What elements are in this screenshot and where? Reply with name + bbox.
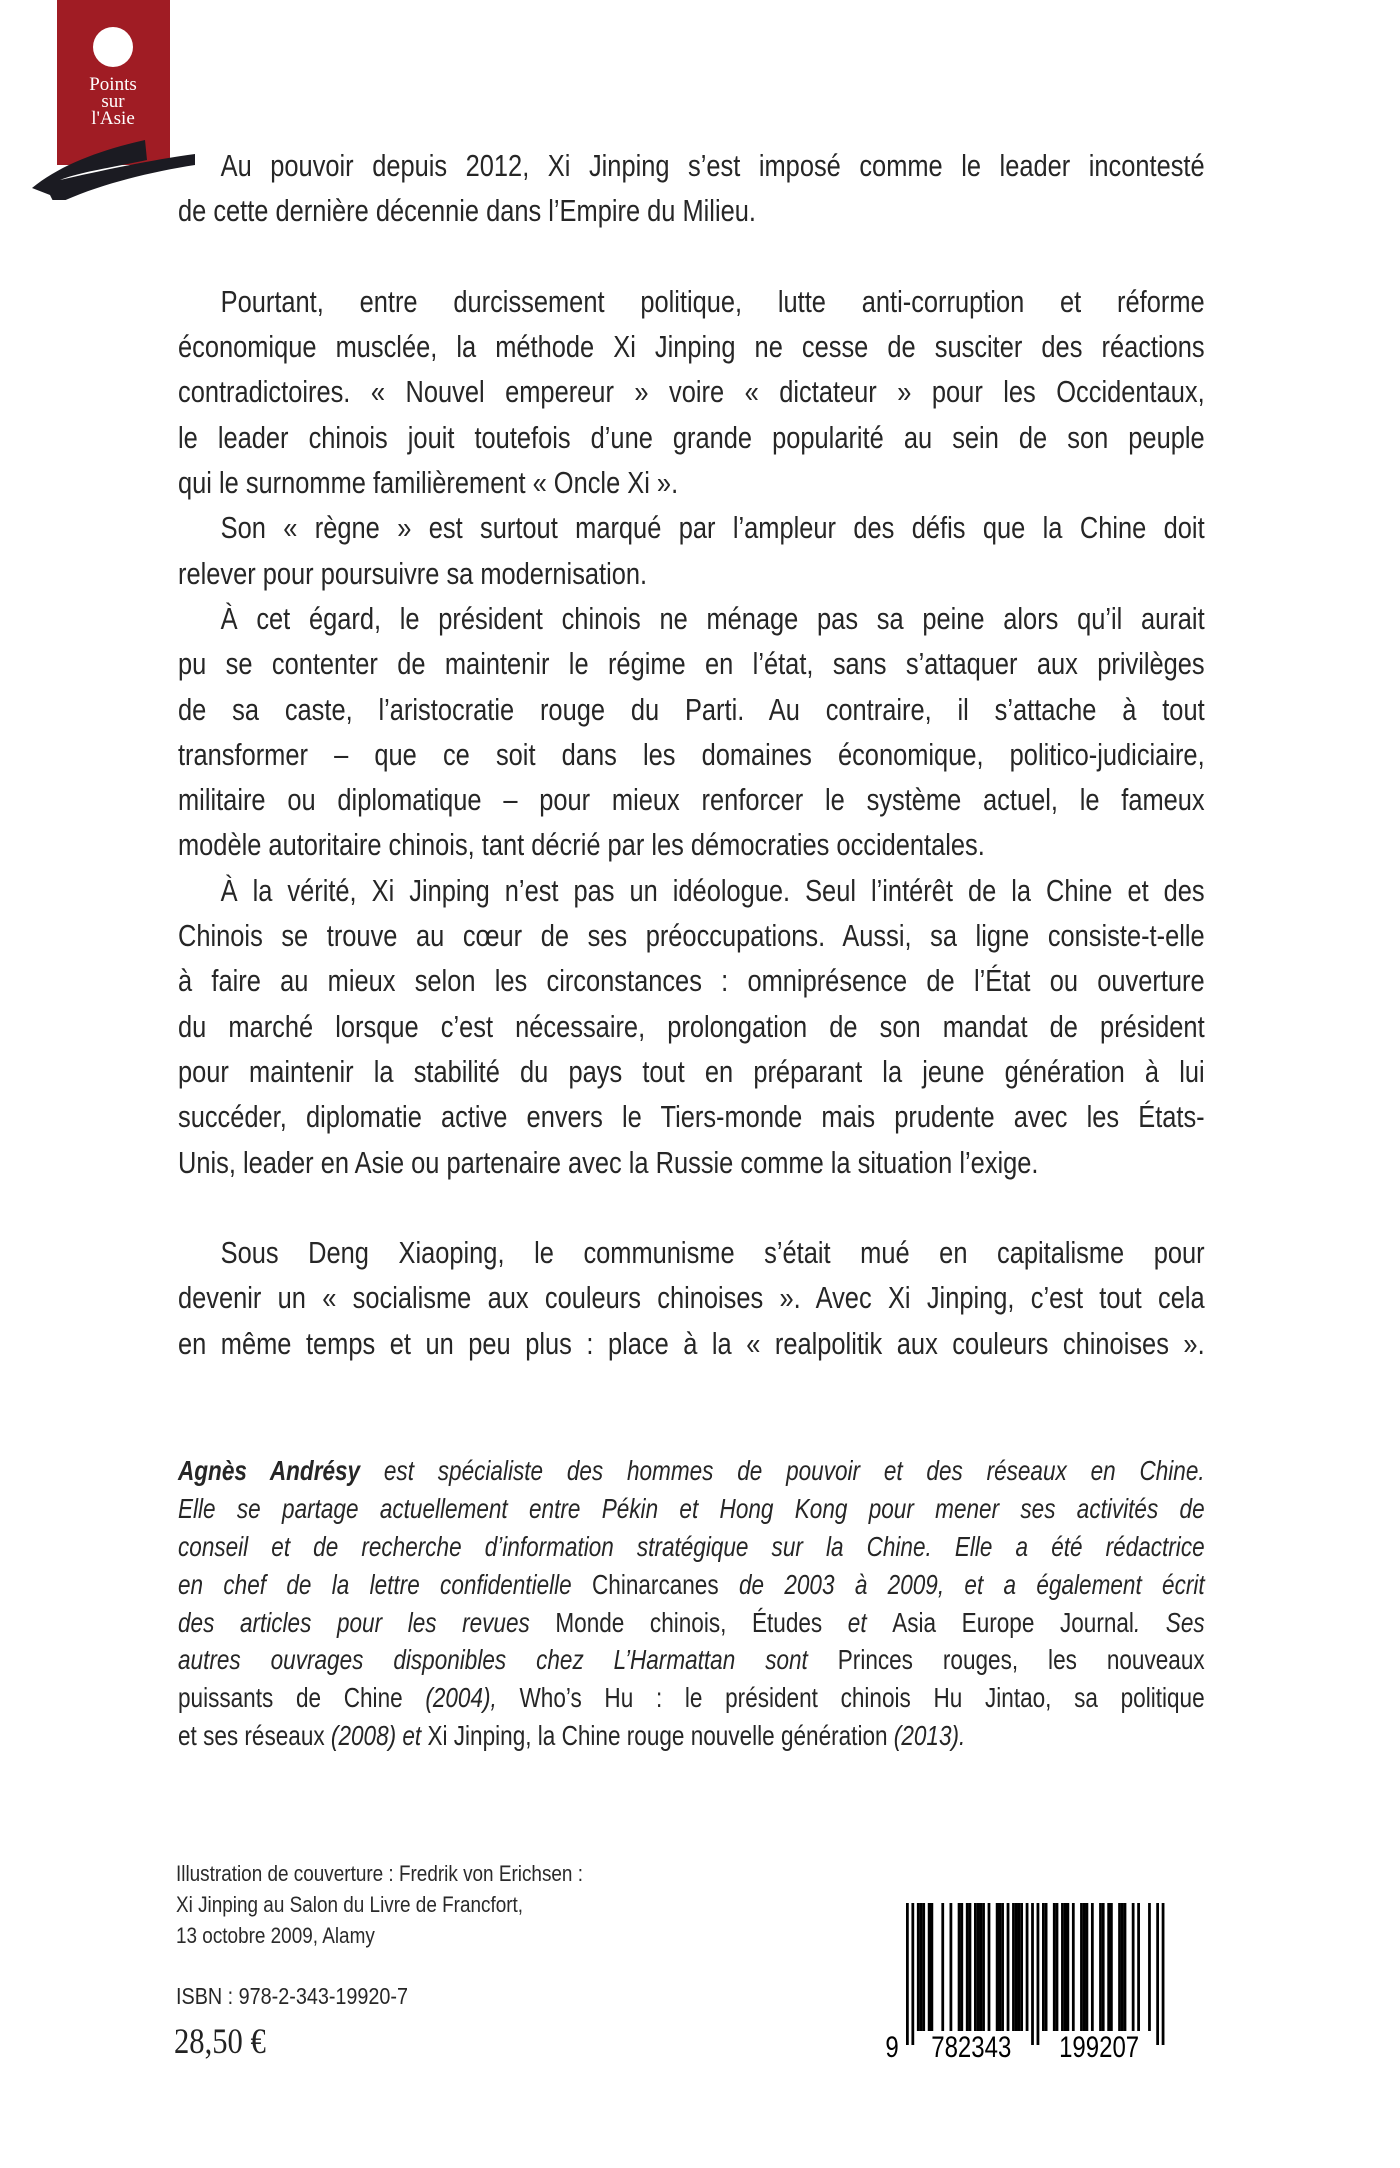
text-line: transformer – que ce soit dans les domaines économique, politico-judiciaire, [178, 736, 1205, 772]
barcode-bar [950, 1903, 953, 2031]
bio-text: de 2003 à 2009, et a également écrit [718, 1568, 1205, 1600]
barcode-bar [1056, 1903, 1059, 2031]
barcode-bar [958, 1903, 961, 2031]
bio-text: (2004), [402, 1682, 520, 1714]
barcode-digits: 782343 [931, 2029, 1012, 2064]
blurb-text [178, 143, 1205, 1366]
text-line: pu se contenter de maintenir le régime en l’état, sans s’attaquer aux privilèges [178, 646, 1205, 682]
text-line: modèle autoritaire chinois, tant décrié par les démocraties occidentales. [178, 827, 985, 863]
credit-line: Illustration de couverture : Fredrik von Erichsen : [176, 1861, 583, 1886]
barcode-bar [977, 1903, 980, 2031]
logo-text-2: sur [101, 91, 125, 112]
cover-credits [176, 1858, 583, 1951]
logo-text-1: Points [89, 74, 137, 95]
text-line: du marché lorsque c’est nécessaire, prolongation de son mandat de président [178, 1008, 1205, 1044]
text-line: contradictoires. « Nouvel empereur » voire « dictateur » pour les Occidentaux, [178, 374, 1205, 410]
title-text: Asia Europe Journal [892, 1606, 1134, 1638]
barcode-bar [1132, 1903, 1135, 2031]
barcode-bar [1012, 1903, 1015, 2031]
barcode-digits: 9 [885, 2029, 899, 2064]
barcode-bar [1064, 1903, 1067, 2031]
barcode-bar [1080, 1903, 1083, 2031]
text-line: qui le surnomme familièrement « Oncle Xi ». [178, 465, 679, 501]
barcode-bar [1072, 1903, 1075, 2031]
bio-text: des articles pour les revues [178, 1606, 556, 1638]
barcode-bar [906, 1903, 909, 2045]
credit-line: Xi Jinping au Salon du Livre de Francfort, [176, 1892, 524, 1917]
bio-text: conseil et de recherche d’information stratégique sur la Chine. Elle a été rédactrice [178, 1530, 1205, 1562]
bio-line [178, 1604, 1205, 1642]
barcode-bar [1007, 1903, 1010, 2031]
barcode-bar [941, 1903, 944, 2031]
barcode-bar [1099, 1903, 1102, 2031]
text-line: À la vérité, Xi Jinping n’est pas un idéologue. Seul l’intérêt de la Chine et des [220, 872, 1205, 908]
barcode-bar [920, 1903, 923, 2031]
text-line: de cette dernière décennie dans l’Empire du Milieu. [178, 193, 756, 229]
barcode-bar [988, 1903, 991, 2031]
bio-line [178, 1641, 1205, 1679]
paragraph-gap [178, 1185, 1205, 1230]
text-line: en même temps et un peu plus : place à la « realpolitik aux couleurs chinoises ». [178, 1325, 1205, 1361]
bio-text: Elle se partage actuellement entre Pékin et Hong Kong pour mener ses activités de [178, 1492, 1205, 1524]
isbn: ISBN : 978-2-343-19920-7 [176, 1983, 409, 2009]
text-line: À cet égard, le président chinois ne ménage pas sa peine alors qu’il aurait [220, 600, 1205, 636]
bio-text: est spécialiste des hommes de pouvoir et des réseaux en Chine. [360, 1455, 1205, 1486]
barcode-bar [966, 1903, 969, 2031]
barcode-bar [911, 1903, 914, 2045]
barcode-bar [1061, 1903, 1064, 2031]
barcode-bar [1102, 1903, 1105, 2031]
logo-sun-icon [93, 27, 133, 67]
bio-text: en chef de la lettre confidentielle [178, 1568, 593, 1600]
barcode-bar [1110, 1903, 1113, 2031]
title-text: Princes rouges, les nouveaux [837, 1644, 1205, 1676]
bio-line [178, 1452, 1205, 1490]
title-text: Chinarcanes [592, 1568, 719, 1600]
barcode-bar [1001, 1903, 1004, 2031]
title-text: puissants de Chine [178, 1682, 403, 1714]
barcode-bar [960, 1903, 963, 2031]
text-line: militaire ou diplomatique – pour mieux renforcer le système actuel, le fameux [178, 782, 1205, 818]
barcode-bar [1121, 1903, 1124, 2031]
text-line: relever pour poursuivre sa modernisation. [178, 555, 648, 591]
barcode-bar [1124, 1903, 1127, 2031]
title-text: Monde chinois, [555, 1606, 727, 1638]
barcode-bar [974, 1903, 977, 2031]
barcode-bar [1066, 1903, 1069, 2031]
barcode-bar [1118, 1903, 1121, 2031]
price: 28,50 € [174, 2021, 266, 2061]
bio-text: . Ses [1133, 1606, 1205, 1638]
barcode-bar [917, 1903, 920, 2031]
barcode-bar [1037, 1903, 1040, 2045]
barcode [880, 1900, 1180, 2065]
bio-line [178, 1528, 1205, 1566]
author-name: Agnès Andrésy [178, 1455, 361, 1486]
title-text: Who’s Hu : le président chinois Hu Jintao, sa politique [519, 1682, 1205, 1714]
barcode-bar [979, 1903, 982, 2031]
text-line: Son « règne » est surtout marqué par l’ampleur des défis que la Chine doit [220, 510, 1205, 546]
barcode-bar [1091, 1903, 1094, 2031]
title-text: et ses réseaux [178, 1720, 325, 1752]
barcode-bar [1045, 1903, 1048, 2031]
text-line: de sa caste, l’aristocratie rouge du Parti. Au contraire, il s’attache à tout [178, 691, 1205, 727]
bio-line [178, 1679, 1205, 1717]
credit-line: 13 octobre 2009, Alamy [176, 1923, 375, 1948]
barcode-bar [1031, 1903, 1034, 2045]
barcode-bar [1026, 1903, 1029, 2031]
bio-line [178, 1717, 1205, 1755]
barcode-bar [1107, 1903, 1110, 2031]
barcode-bar [1042, 1903, 1045, 2031]
bio-line [178, 1566, 1205, 1604]
title-text: Xi Jinping, la Chine rouge nouvelle génération [427, 1720, 888, 1752]
barcode-bar [969, 1903, 972, 2031]
text-line: Au pouvoir depuis 2012, Xi Jinping s’est imposé comme le leader incontesté [220, 148, 1205, 183]
barcode-bar [928, 1903, 931, 2031]
author-bio [178, 1452, 1205, 1755]
text-line: le leader chinois jouit toutefois d’une grande popularité au sein de son peuple [178, 419, 1205, 455]
barcode-bar [998, 1903, 1001, 2031]
bio-text [726, 1607, 752, 1638]
barcode-bar [1018, 1903, 1021, 2031]
barcode-bar [1148, 1903, 1151, 2031]
bio-line [178, 1490, 1205, 1528]
paragraph-gap [178, 234, 1205, 279]
bio-text: et [822, 1606, 893, 1638]
text-line: pour maintenir la stabilité du pays tout en préparant la jeune génération à lui [178, 1053, 1205, 1089]
bio-text: (2013). [887, 1720, 966, 1752]
barcode-bar [996, 1903, 999, 2031]
text-line: succéder, diplomatie active envers le Tiers-monde mais prudente avec les États- [178, 1099, 1205, 1135]
barcode-bar [982, 1903, 985, 2031]
text-line: Unis, leader en Asie ou partenaire avec la Russie comme la situation l’exige. [178, 1144, 1039, 1180]
bio-text: (2008) et [324, 1720, 428, 1752]
text-line: économique musclée, la méthode Xi Jinping ne cesse de susciter des réactions [178, 329, 1205, 365]
barcode-bar [922, 1903, 925, 2031]
logo-text-3: l'Asie [91, 108, 135, 129]
barcode-bar [1086, 1903, 1089, 2031]
text-line: Sous Deng Xiaoping, le communisme s’était mué en capitalisme pour [220, 1235, 1205, 1271]
barcode-digits: 199207 [1059, 2029, 1140, 2064]
barcode-bar [1137, 1903, 1140, 2031]
barcode-bar [1053, 1903, 1056, 2031]
text-line: Chinois se trouve au cœur de ses préoccupations. Aussi, sa ligne consiste-t-elle [178, 918, 1205, 954]
title-text: Études [752, 1606, 823, 1638]
barcode-bar [1156, 1903, 1159, 2045]
barcode-bar [1015, 1903, 1018, 2031]
barcode-bar [930, 1903, 933, 2031]
logo-brush-stroke [32, 140, 195, 200]
text-line: Pourtant, entre durcissement politique, lutte anti-corruption et réforme [220, 283, 1205, 319]
barcode-bar [1083, 1903, 1086, 2031]
bio-text: autres ouvrages disponibles chez L’Harmattan sont [178, 1644, 838, 1676]
text-line: devenir un « socialisme aux couleurs chinoises ». Avec Xi Jinping, c’est tout cela [178, 1280, 1205, 1316]
barcode-bar [1020, 1903, 1023, 2031]
text-line: à faire au mieux selon les circonstances : omniprésence de l’État ou ouverture [178, 963, 1205, 999]
barcode-bar [1162, 1903, 1165, 2045]
